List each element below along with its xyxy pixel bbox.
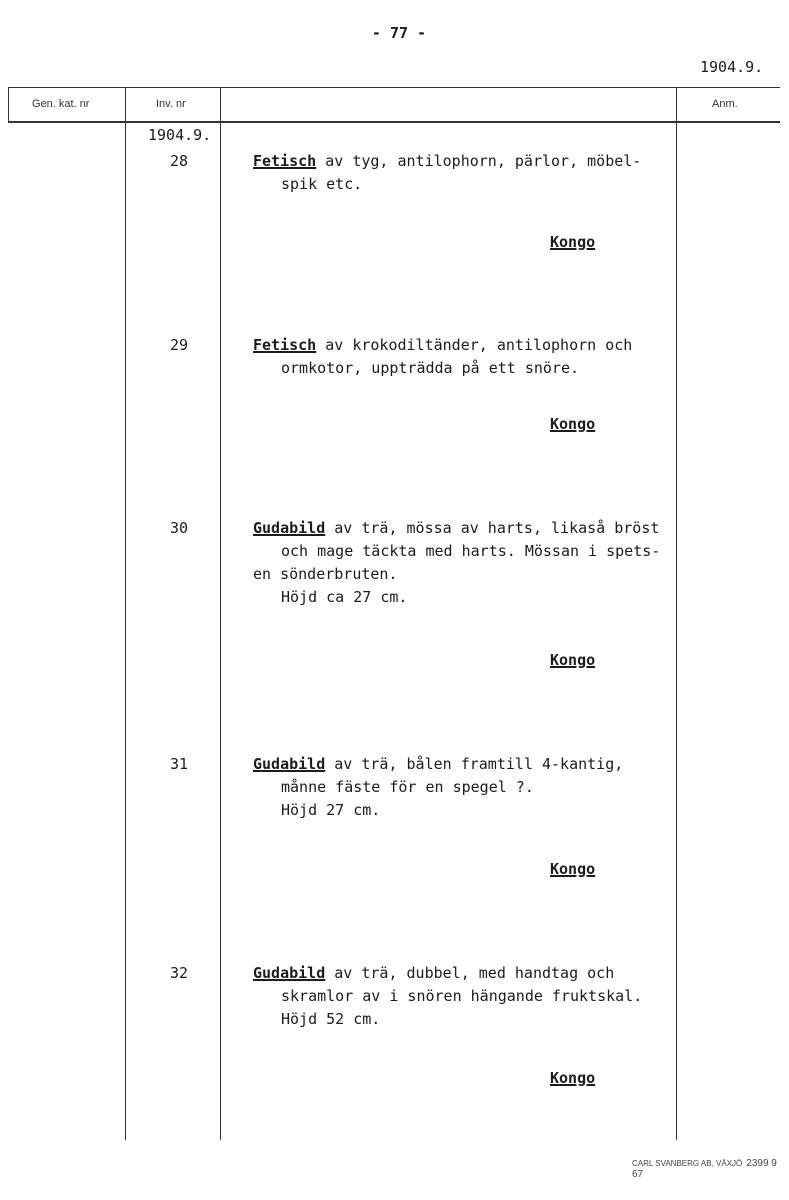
inventory-number: 29 xyxy=(170,336,189,354)
entry-description xyxy=(253,753,693,822)
entry-region: Kongo xyxy=(550,860,596,878)
column-header-gen-kat: Gen. kat. nr xyxy=(32,98,90,110)
column-divider-gen-inv xyxy=(125,87,126,1140)
entry-region: Kongo xyxy=(550,1069,596,1087)
entry-text: av trä, dubbel, med handtag och xyxy=(325,964,615,982)
entry-text-line: skramlor av i snören hängande fruktskal. xyxy=(281,987,643,1005)
sub-reference: 1904.9. xyxy=(148,126,212,144)
entry-text-line: Höjd ca 27 cm. xyxy=(281,588,408,606)
entry-text: av tyg, antilophorn, pärlor, möbel- xyxy=(316,152,642,170)
inventory-number: 30 xyxy=(170,519,189,537)
entry-keyword: Fetisch xyxy=(253,152,317,170)
entry-region: Kongo xyxy=(550,651,596,669)
column-header-inv: Inv. nr xyxy=(156,98,186,110)
entry-text-line: spik etc. xyxy=(281,175,363,193)
table-left-border xyxy=(8,87,9,121)
entry-text-line: Höjd 27 cm. xyxy=(281,801,381,819)
entry-text-line: och mage täckta med harts. Mössan i spets- xyxy=(281,542,661,560)
entry-text: av trä, bålen framtill 4-kantig, xyxy=(325,755,624,773)
inventory-number: 28 xyxy=(170,152,189,170)
entry-keyword: Gudabild xyxy=(253,755,326,773)
inventory-number: 31 xyxy=(170,755,189,773)
entry-keyword: Gudabild xyxy=(253,964,326,982)
table-header-rule xyxy=(8,121,780,123)
column-header-anm: Anm. xyxy=(712,98,738,110)
column-divider-inv-desc xyxy=(220,87,221,1140)
entry-text-line: Höjd 52 cm. xyxy=(281,1010,381,1028)
entry-text-line: månne fäste för en spegel ?. xyxy=(281,778,534,796)
entry-keyword: Fetisch xyxy=(253,336,317,354)
entry-text: av trä, mössa av harts, likaså bröst xyxy=(325,519,660,537)
entry-description xyxy=(253,150,693,196)
entry-keyword: Gudabild xyxy=(253,519,326,537)
entry-region: Kongo xyxy=(550,415,596,433)
entry-text-line: ormkotor, uppträdda på ett snöre. xyxy=(281,359,580,377)
table-top-rule xyxy=(8,87,780,88)
printer-imprint xyxy=(632,1158,789,1180)
page-number: - 77 - xyxy=(371,24,427,42)
printer-name: CARL SVANBERG AB, VÄXJÖ xyxy=(632,1159,743,1168)
entry-description xyxy=(253,517,693,609)
entry-description xyxy=(253,334,693,380)
entry-text-line: en sönderbruten. xyxy=(253,565,398,583)
inventory-number: 32 xyxy=(170,964,189,982)
form-code: 2399 9 67 xyxy=(632,1158,777,1180)
header-reference: 1904.9. xyxy=(700,58,764,76)
entry-region: Kongo xyxy=(550,233,596,251)
entry-description xyxy=(253,962,693,1031)
entry-text: av krokodiltänder, antilophorn och xyxy=(316,336,633,354)
